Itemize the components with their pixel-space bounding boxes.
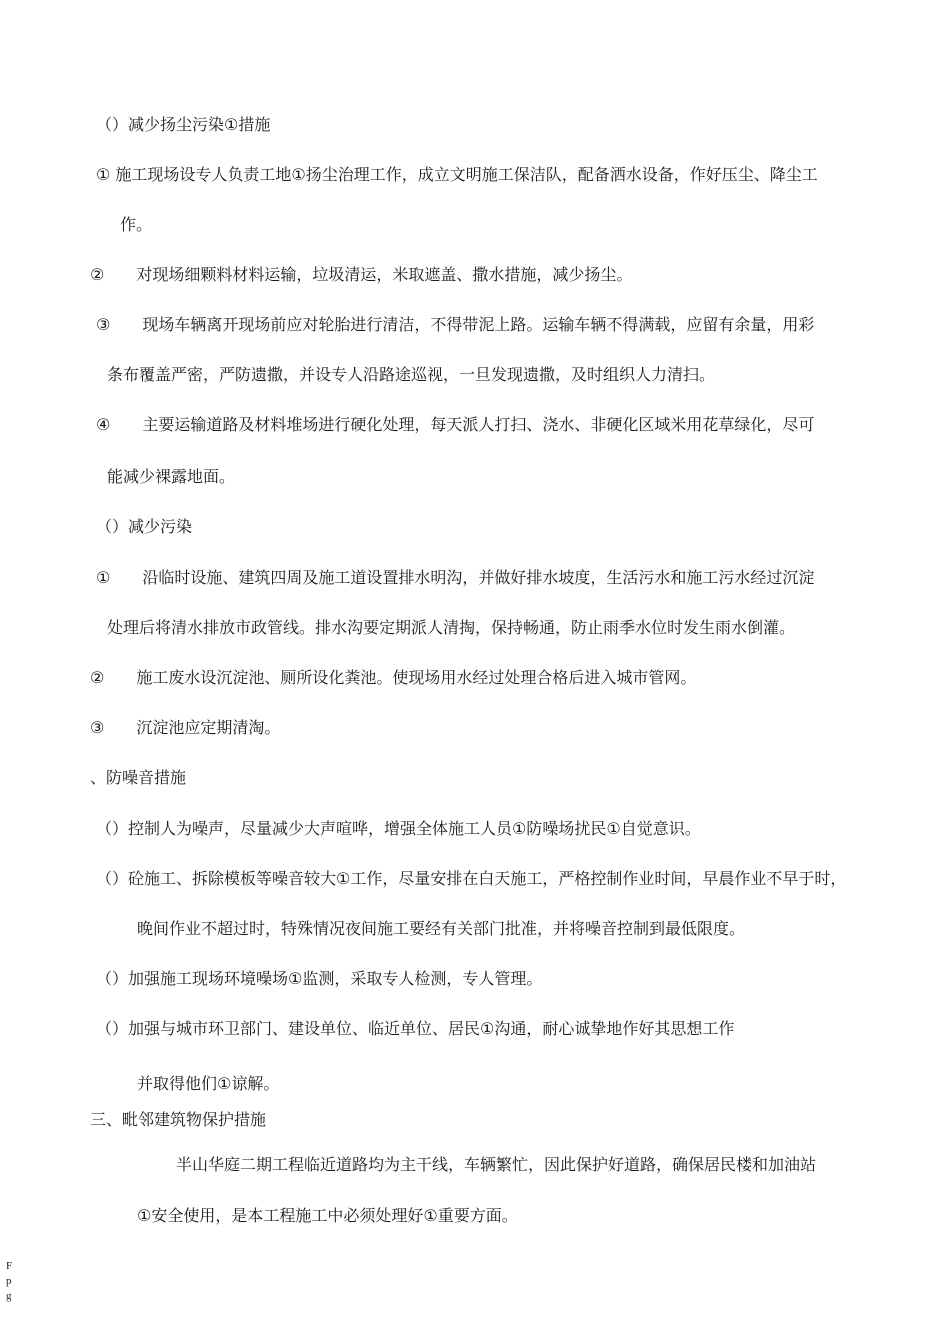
paragraph-line: （）加强施工现场环境噪场①监测，采取专人检测，专人管理。 (96, 969, 543, 988)
paragraph-line: 半山华庭二期工程临近道路均为主干线，车辆繁忙，因此保护好道路，确保居民楼和加油站 (176, 1155, 817, 1174)
paragraph-line: ① 沿临时设施、建筑四周及施工道设置排水明沟，并做好排水坡度，生活污水和施工污水经过沉淀 (96, 568, 815, 587)
paragraph-line: ③ 沉淀池应定期清淘。 (90, 718, 281, 737)
heading-adjacent-buildings: 三、毗邻建筑物保护措施 (90, 1110, 267, 1129)
paragraph-line: 晚间作业不超过时，特殊情况夜间施工要经有关部门批准，并将噪音控制到最低限度。 (137, 919, 746, 938)
paragraph-line: ① 施工现场设专人负责工地①扬尘治理工作，成立文明施工保洁队，配备洒水设备，作好压尘、降尘工 (96, 165, 818, 184)
margin-mark: p (6, 1275, 12, 1287)
paragraph-line: ①安全使用，是本工程施工中必须处理好①重要方面。 (137, 1206, 518, 1225)
paragraph-line: ③ 现场车辆离开现场前应对轮胎进行清洁，不得带泥上路。运输车辆不得满载，应留有余量，用彩 (96, 315, 815, 334)
margin-mark: F (6, 1260, 13, 1272)
paragraph-line: ② 施工废水设沉淀池、厕所设化粪池。使现场用水经过处理合格后进入城市管网。 (90, 668, 697, 687)
heading-reduce-pollution: （）减少污染 (96, 517, 193, 536)
paragraph-line: 条布覆盖严密，严防遗撒，并设专人沿路途巡视，一旦发现遗撒，及时组织人力清扫。 (107, 365, 716, 384)
paragraph-line: 并取得他们①谅解。 (137, 1074, 280, 1093)
paragraph-line: 作。 (120, 215, 153, 234)
paragraph-line: 处理后将清水排放市政管线。排水沟要定期派人清掏，保持畅通，防止雨季水位时发生雨水倒灌。 (107, 618, 796, 637)
paragraph-line: ② 对现场细颗料材料运输，垃圾清运，米取遮盖、撒水措施，减少扬尘。 (90, 265, 633, 284)
paragraph-line: 能减少裸露地面。 (107, 467, 236, 486)
paragraph-line: （）控制人为噪声，尽量减少大声喧哗，增强全体施工人员①防噪场扰民①自觉意识。 (96, 819, 701, 838)
heading-dust-measures: （）减少扬尘污染①措施 (96, 115, 271, 134)
margin-mark: g (6, 1290, 12, 1302)
paragraph-line: （）砼施工、拆除模板等噪音较大①工作，尽量安排在白天施工，严格控制作业时间，早晨作业不早于时， (96, 869, 847, 888)
heading-noise-measures: 、防噪音措施 (90, 768, 187, 787)
paragraph-line: ④ 主要运输道路及材料堆场进行硬化处理，每天派人打扫、浇水、非硬化区域米用花草绿化，尽可 (96, 415, 815, 434)
paragraph-line: （）加强与城市环卫部门、建设单位、临近单位、居民①沟通，耐心诚挚地作好其思想工作 (96, 1019, 735, 1038)
